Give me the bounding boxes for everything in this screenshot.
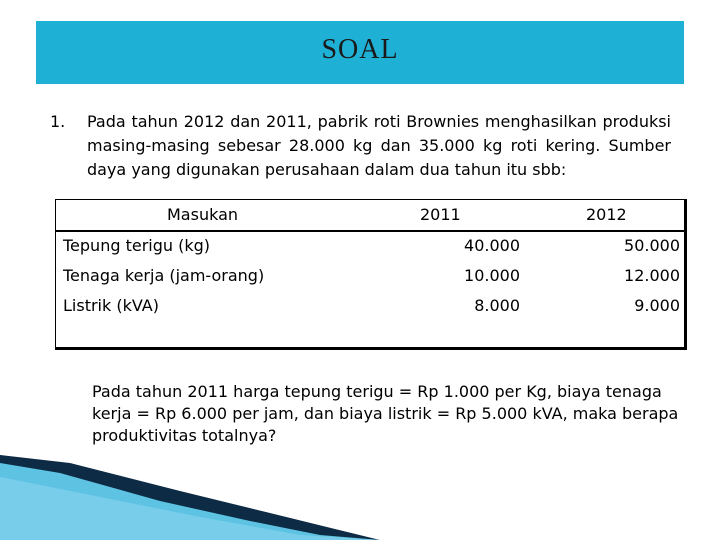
table-row-label: Tenaga kerja (jam-orang) bbox=[63, 266, 265, 285]
table-header-input: Masukan bbox=[167, 205, 239, 224]
slide-title: SOAL bbox=[321, 33, 399, 65]
table-row-label: Tepung terigu (kg) bbox=[63, 236, 211, 255]
table-header-2011: 2011 bbox=[420, 205, 461, 224]
table-cell-2012: 12.000 bbox=[624, 266, 680, 285]
question-text: Pada tahun 2012 dan 2011, pabrik roti Brownies menghasilkan produksi masing-masing sebesar 28.000 kg dan 35.000 kg roti kering. Sumber daya yang digunakan perusahaan dalam dua tahun itu sbb: bbox=[87, 112, 671, 179]
question-footer-text: Pada tahun 2011 harga tepung terigu = Rp 1.000 per Kg, biaya tenaga kerja = Rp 6.000 per jam, dan biaya listrik = Rp 5.000 kVA, maka berapa produktivitas totalnya? bbox=[92, 382, 679, 445]
question-number: 1. bbox=[50, 112, 66, 131]
title-banner bbox=[36, 21, 684, 84]
table-cell-2011: 8.000 bbox=[474, 296, 520, 315]
table-header-2012: 2012 bbox=[586, 205, 627, 224]
table-cell-2011: 40.000 bbox=[464, 236, 520, 255]
table-cell-2012: 50.000 bbox=[624, 236, 680, 255]
corner-swoosh-decoration bbox=[0, 455, 380, 540]
table-cell-2011: 10.000 bbox=[464, 266, 520, 285]
table-header-divider bbox=[55, 230, 685, 232]
table-cell-2012: 9.000 bbox=[634, 296, 680, 315]
table-row-label: Listrik (kVA) bbox=[63, 296, 159, 315]
